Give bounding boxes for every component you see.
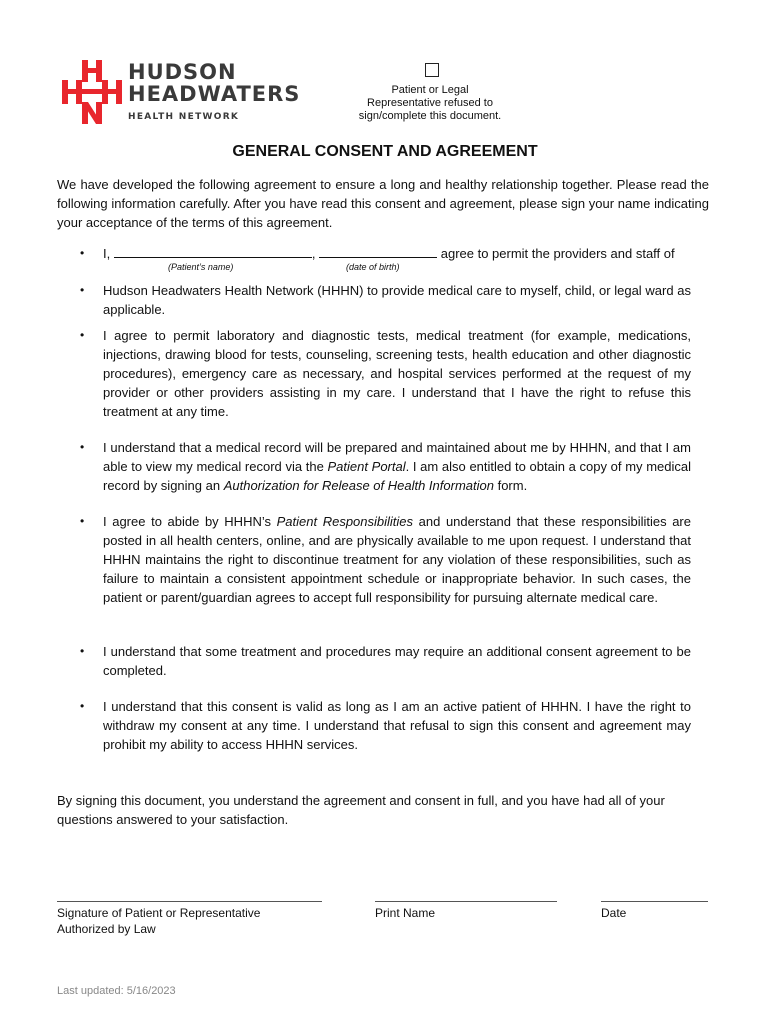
bullet-patient-name-line: • I, , agree to permit the providers and staff of [103, 244, 691, 263]
hhhn-monogram-icon [62, 60, 122, 124]
authorization-form-text: Authorization for Release of Health Information [223, 478, 494, 493]
signature-label: Signature of Patient or Representative Authorized by Law [57, 906, 261, 936]
bullet-tests-treatment: • I agree to permit laboratory and diagnostic tests, medical treatment (for example, medications, injections, drawing blood for tests, counseling, screening tests, health education and other diagnostic procedures), emergency care as necessary, and hospital services performed at the request of my provider or other providers assisting in my care. I understand that I have the right to refuse this treatment at any time. [103, 326, 691, 421]
bullet-patient-responsibilities: • I agree to abide by HHHN’s Patient Responsibilities and understand that these responsibilities are posted in all health centers, online, and are physically available to me upon request. I understand that HHHN maintains the right to discontinue treatment for any violation of these responsibilities, such as failure to maintain a consistent appointment schedule or inappropriate behavior. In such cases, the patient or parent/guardian agrees to accept full responsibility for pursuing alternate medical care. [103, 512, 691, 607]
hhhn-logo [62, 60, 302, 124]
logo-wordmark-line2: HEADWATERS [128, 82, 301, 106]
refused-to-sign-checkbox[interactable] [425, 63, 439, 77]
bullet-additional-consent: • I understand that some treatment and procedures may require an additional consent agreement to be completed. [103, 642, 691, 680]
date-of-birth-field[interactable] [319, 245, 437, 258]
patient-responsibilities-text: Patient Responsibilities [276, 514, 414, 529]
last-updated: Last updated: 5/16/2023 [57, 985, 176, 997]
print-name-field[interactable] [375, 901, 557, 902]
patient-name-hint: (Patient’s name) [168, 262, 234, 272]
logo-wordmark-line3: HEALTH NETWORK [128, 112, 240, 122]
refused-to-sign-checkbox-group [345, 63, 515, 123]
signature-field[interactable] [57, 901, 322, 902]
refused-to-sign-label: Patient or Legal Representative refused to sign/complete this document. [358, 84, 502, 122]
date-label: Date [601, 906, 627, 920]
logo-wordmark-line1: HUDSON [128, 60, 237, 84]
patient-portal-text: Patient Portal [327, 459, 406, 474]
bullet-medical-record: • I understand that a medical record will be prepared and maintained about me by HHHN, and that I am able to view my medical record via the Patient Portal. I am also entitled to obtain a copy of my medical record by signing an Authorization for Release of Health Information form. [103, 438, 691, 495]
print-name-label: Print Name [375, 906, 436, 920]
closing-paragraph: By signing this document, you understand the agreement and consent in full, and you have had all of your questions answered to your satisfaction. [57, 793, 665, 827]
date-of-birth-hint: (date of birth) [346, 262, 400, 272]
patient-name-field[interactable] [114, 245, 312, 258]
date-field[interactable] [601, 901, 708, 902]
bullet-consent-validity: • I understand that this consent is valid as long as I am an active patient of HHHN. I have the right to withdraw my consent at any time. I understand that refusal to sign this consent and agreement may prohibit my ability to access HHHN services. [103, 697, 691, 754]
document-title: GENERAL CONSENT AND AGREEMENT [232, 143, 538, 160]
intro-paragraph: We have developed the following agreement to ensure a long and healthy relationship together. Please read the following information carefully. After you have read this consent and agreement, please sign your name indicating your acceptance of the terms of this agreement. [57, 177, 709, 230]
bullet-hhhn-care: • Hudson Headwaters Health Network (HHHN) to provide medical care to myself, child, or legal ward as applicable. [103, 281, 691, 319]
